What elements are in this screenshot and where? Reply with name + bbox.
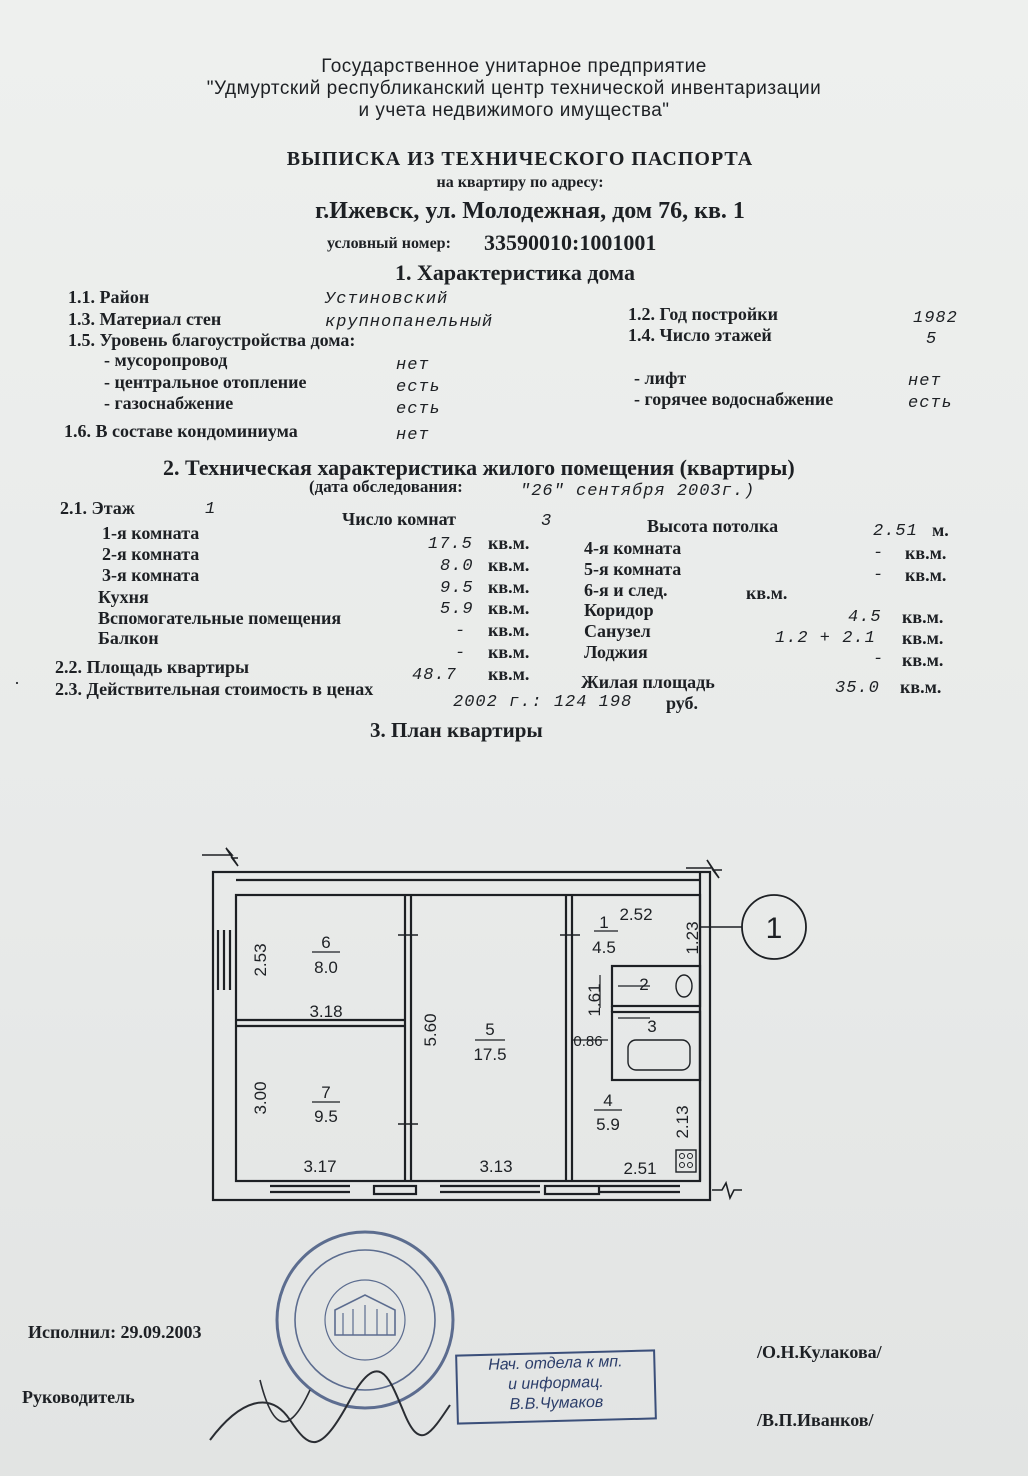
executed-label: Исполнил: 29.09.2003	[28, 1322, 202, 1342]
bathroom-label: Санузел	[584, 621, 651, 641]
dim-2-53: 2.53	[251, 943, 270, 977]
s1-label-year: 1.2. Год постройки	[628, 304, 779, 324]
org-line-1: Государственное унитарное предприятие	[321, 56, 707, 77]
cond-number: 33590010:1001001	[484, 230, 657, 255]
s1-value-heating: есть	[396, 378, 441, 397]
kitchen-unit: кв.м.	[488, 598, 530, 618]
survey-date-label: (дата обследования:	[309, 477, 463, 496]
cond-number-label: условный номер:	[327, 235, 451, 252]
room1-value: 17.5	[428, 535, 473, 554]
loggia-unit: кв.м.	[902, 650, 944, 670]
s1-value-floors: 5	[926, 330, 938, 349]
dim-3-13: 3.13	[479, 1157, 513, 1176]
plan-room-3-num: 3	[647, 1017, 657, 1036]
living-area-value: 35.0	[835, 679, 880, 698]
plan-room-7-num: 7	[321, 1083, 331, 1102]
plan-room-5-num: 5	[485, 1020, 495, 1039]
room6-unit: кв.м.	[746, 583, 788, 603]
s1-label-amenities: 1.5. Уровень благоустройства дома:	[68, 330, 356, 350]
section3-title: 3. План квартиры	[370, 718, 543, 742]
s1-label-garbage: - мусоропровод	[104, 350, 228, 370]
stamp-line-1: Нач. отдела к мп.	[487, 1353, 623, 1374]
signature	[200, 1360, 460, 1460]
balcony-label: Балкон	[98, 628, 159, 648]
section2-title: 2. Техническая характеристика жилого помещения (квартиры)	[163, 455, 795, 480]
floor-plan	[195, 840, 825, 1210]
s1-value-district: Устиновский	[325, 290, 449, 309]
living-area-unit: кв.м.	[900, 677, 942, 697]
dim-0-86: 0.86	[573, 1033, 603, 1050]
rooms-count-label: Число комнат	[342, 509, 456, 529]
room2-label: 2-я комната	[102, 544, 200, 564]
dim-5-60: 5.60	[421, 1013, 440, 1047]
plan-room-6-num: 6	[321, 933, 331, 952]
s1-value-gas: есть	[396, 400, 441, 419]
s1-label-heating: - центральное отопление	[104, 372, 307, 392]
room6-label: 6-я и след.	[584, 580, 668, 600]
apt-area-unit: кв.м.	[488, 664, 530, 684]
plan-room-4-area: 5.9	[596, 1115, 620, 1134]
ceiling-label: Высота потолка	[647, 516, 779, 536]
room4-value: -	[873, 544, 885, 563]
dim-2-51: 2.51	[623, 1159, 657, 1178]
s1-value-walls: крупнопанельный	[325, 313, 494, 332]
cost-value: 2002 г.: 124 198	[453, 693, 633, 712]
room4-label: 4-я комната	[584, 538, 682, 558]
s1-value-garbage: нет	[396, 356, 430, 375]
plan-floor-marker: 1	[765, 912, 783, 945]
dim-3-18: 3.18	[309, 1002, 343, 1021]
bathroom-value: 1.2 + 2.1	[775, 629, 876, 648]
cost-label: 2.3. Действительная стоимость в ценах	[55, 679, 374, 699]
s1-value-hot-water: есть	[908, 394, 953, 413]
address: г.Ижевск, ул. Молодежная, дом 76, кв. 1	[315, 198, 745, 224]
corridor-value: 4.5	[848, 608, 882, 627]
plan-room-6-area: 8.0	[314, 958, 338, 977]
living-area-label: Жилая площадь	[581, 672, 715, 692]
balcony-unit: кв.м.	[488, 642, 530, 662]
s1-value-elevator: нет	[908, 372, 942, 391]
s1-label-elevator: - лифт	[634, 368, 687, 388]
org-line-3: и учета недвижимого имущества"	[358, 100, 670, 121]
aux-unit: кв.м.	[488, 620, 530, 640]
ceiling-unit: м.	[932, 520, 949, 540]
room5-unit: кв.м.	[905, 565, 947, 585]
document-subtitle: на квартиру по адресу:	[436, 174, 604, 191]
s1-label-hot-water: - горячее водоснабжение	[634, 389, 834, 409]
corridor-unit: кв.м.	[902, 607, 944, 627]
corridor-label: Коридор	[584, 600, 654, 620]
survey-date-value: "26" сентября 2003г.)	[520, 482, 756, 501]
rooms-count-value: 3	[541, 512, 553, 531]
room3-unit: кв.м.	[488, 577, 530, 597]
official-stamp	[455, 1349, 657, 1424]
room2-value: 8.0	[440, 557, 474, 576]
s1-value-year: 1982	[913, 309, 958, 328]
floor-label: 2.1. Этаж	[60, 498, 135, 518]
kitchen-value: 5.9	[440, 600, 474, 619]
kitchen-label: Кухня	[98, 587, 149, 607]
s1-label-walls: 1.3. Материал стен	[68, 309, 222, 329]
room4-unit: кв.м.	[905, 543, 947, 563]
plan-room-1-area: 4.5	[592, 938, 616, 957]
head-name: /В.П.Иванков/	[757, 1410, 874, 1430]
room3-value: 9.5	[440, 579, 474, 598]
plan-room-7-area: 9.5	[314, 1107, 338, 1126]
stamp-line-3: В.В.Чумаков	[509, 1393, 604, 1414]
s1-label-floors: 1.4. Число этажей	[628, 325, 772, 345]
loggia-label: Лоджия	[584, 642, 648, 662]
loggia-value: -	[873, 650, 885, 669]
apt-area-value: 48.7	[412, 666, 457, 685]
room1-unit: кв.м.	[488, 533, 530, 553]
margin-dot: ·	[14, 673, 20, 693]
bathroom-unit: кв.м.	[902, 628, 944, 648]
apt-area-label: 2.2. Площадь квартиры	[55, 657, 250, 677]
dim-1-61: 1.61	[585, 983, 604, 1017]
room5-value: -	[873, 566, 885, 585]
executor-name: /О.Н.Кулакова/	[757, 1342, 882, 1362]
s1-value-condo: нет	[396, 426, 430, 445]
aux-value: -	[455, 622, 467, 641]
room3-label: 3-я комната	[102, 565, 200, 585]
balcony-value: -	[455, 644, 467, 663]
aux-label: Вспомогательные помещения	[98, 608, 342, 628]
plan-room-1-num: 1	[599, 913, 609, 932]
floor-value: 1	[205, 500, 217, 519]
cost-unit: руб.	[666, 693, 699, 713]
plan-room-2-num: 2	[639, 975, 649, 994]
section1-title: 1. Характеристика дома	[395, 260, 635, 285]
dim-3-00: 3.00	[251, 1081, 270, 1115]
stamp-line-2: и информац.	[507, 1373, 604, 1394]
dim-2-52: 2.52	[619, 905, 653, 924]
s1-label-district: 1.1. Район	[68, 287, 150, 307]
org-line-2: "Удмуртский республиканский центр технической инвентаризации	[206, 78, 822, 99]
head-label: Руководитель	[22, 1387, 135, 1407]
dim-3-17: 3.17	[303, 1157, 337, 1176]
plan-room-4-num: 4	[603, 1091, 613, 1110]
plan-room-5-area: 17.5	[473, 1045, 507, 1064]
room5-label: 5-я комната	[584, 559, 682, 579]
dim-1-23: 1.23	[683, 921, 702, 955]
s1-label-gas: - газоснабжение	[104, 393, 234, 413]
room2-unit: кв.м.	[488, 555, 530, 575]
s1-label-condo: 1.6. В составе кондоминиума	[64, 421, 298, 441]
room1-label: 1-я комната	[102, 523, 200, 543]
ceiling-value: 2.51	[873, 522, 918, 541]
dim-2-13: 2.13	[673, 1105, 692, 1139]
document-title: ВЫПИСКА ИЗ ТЕХНИЧЕСКОГО ПАСПОРТА	[286, 148, 754, 170]
